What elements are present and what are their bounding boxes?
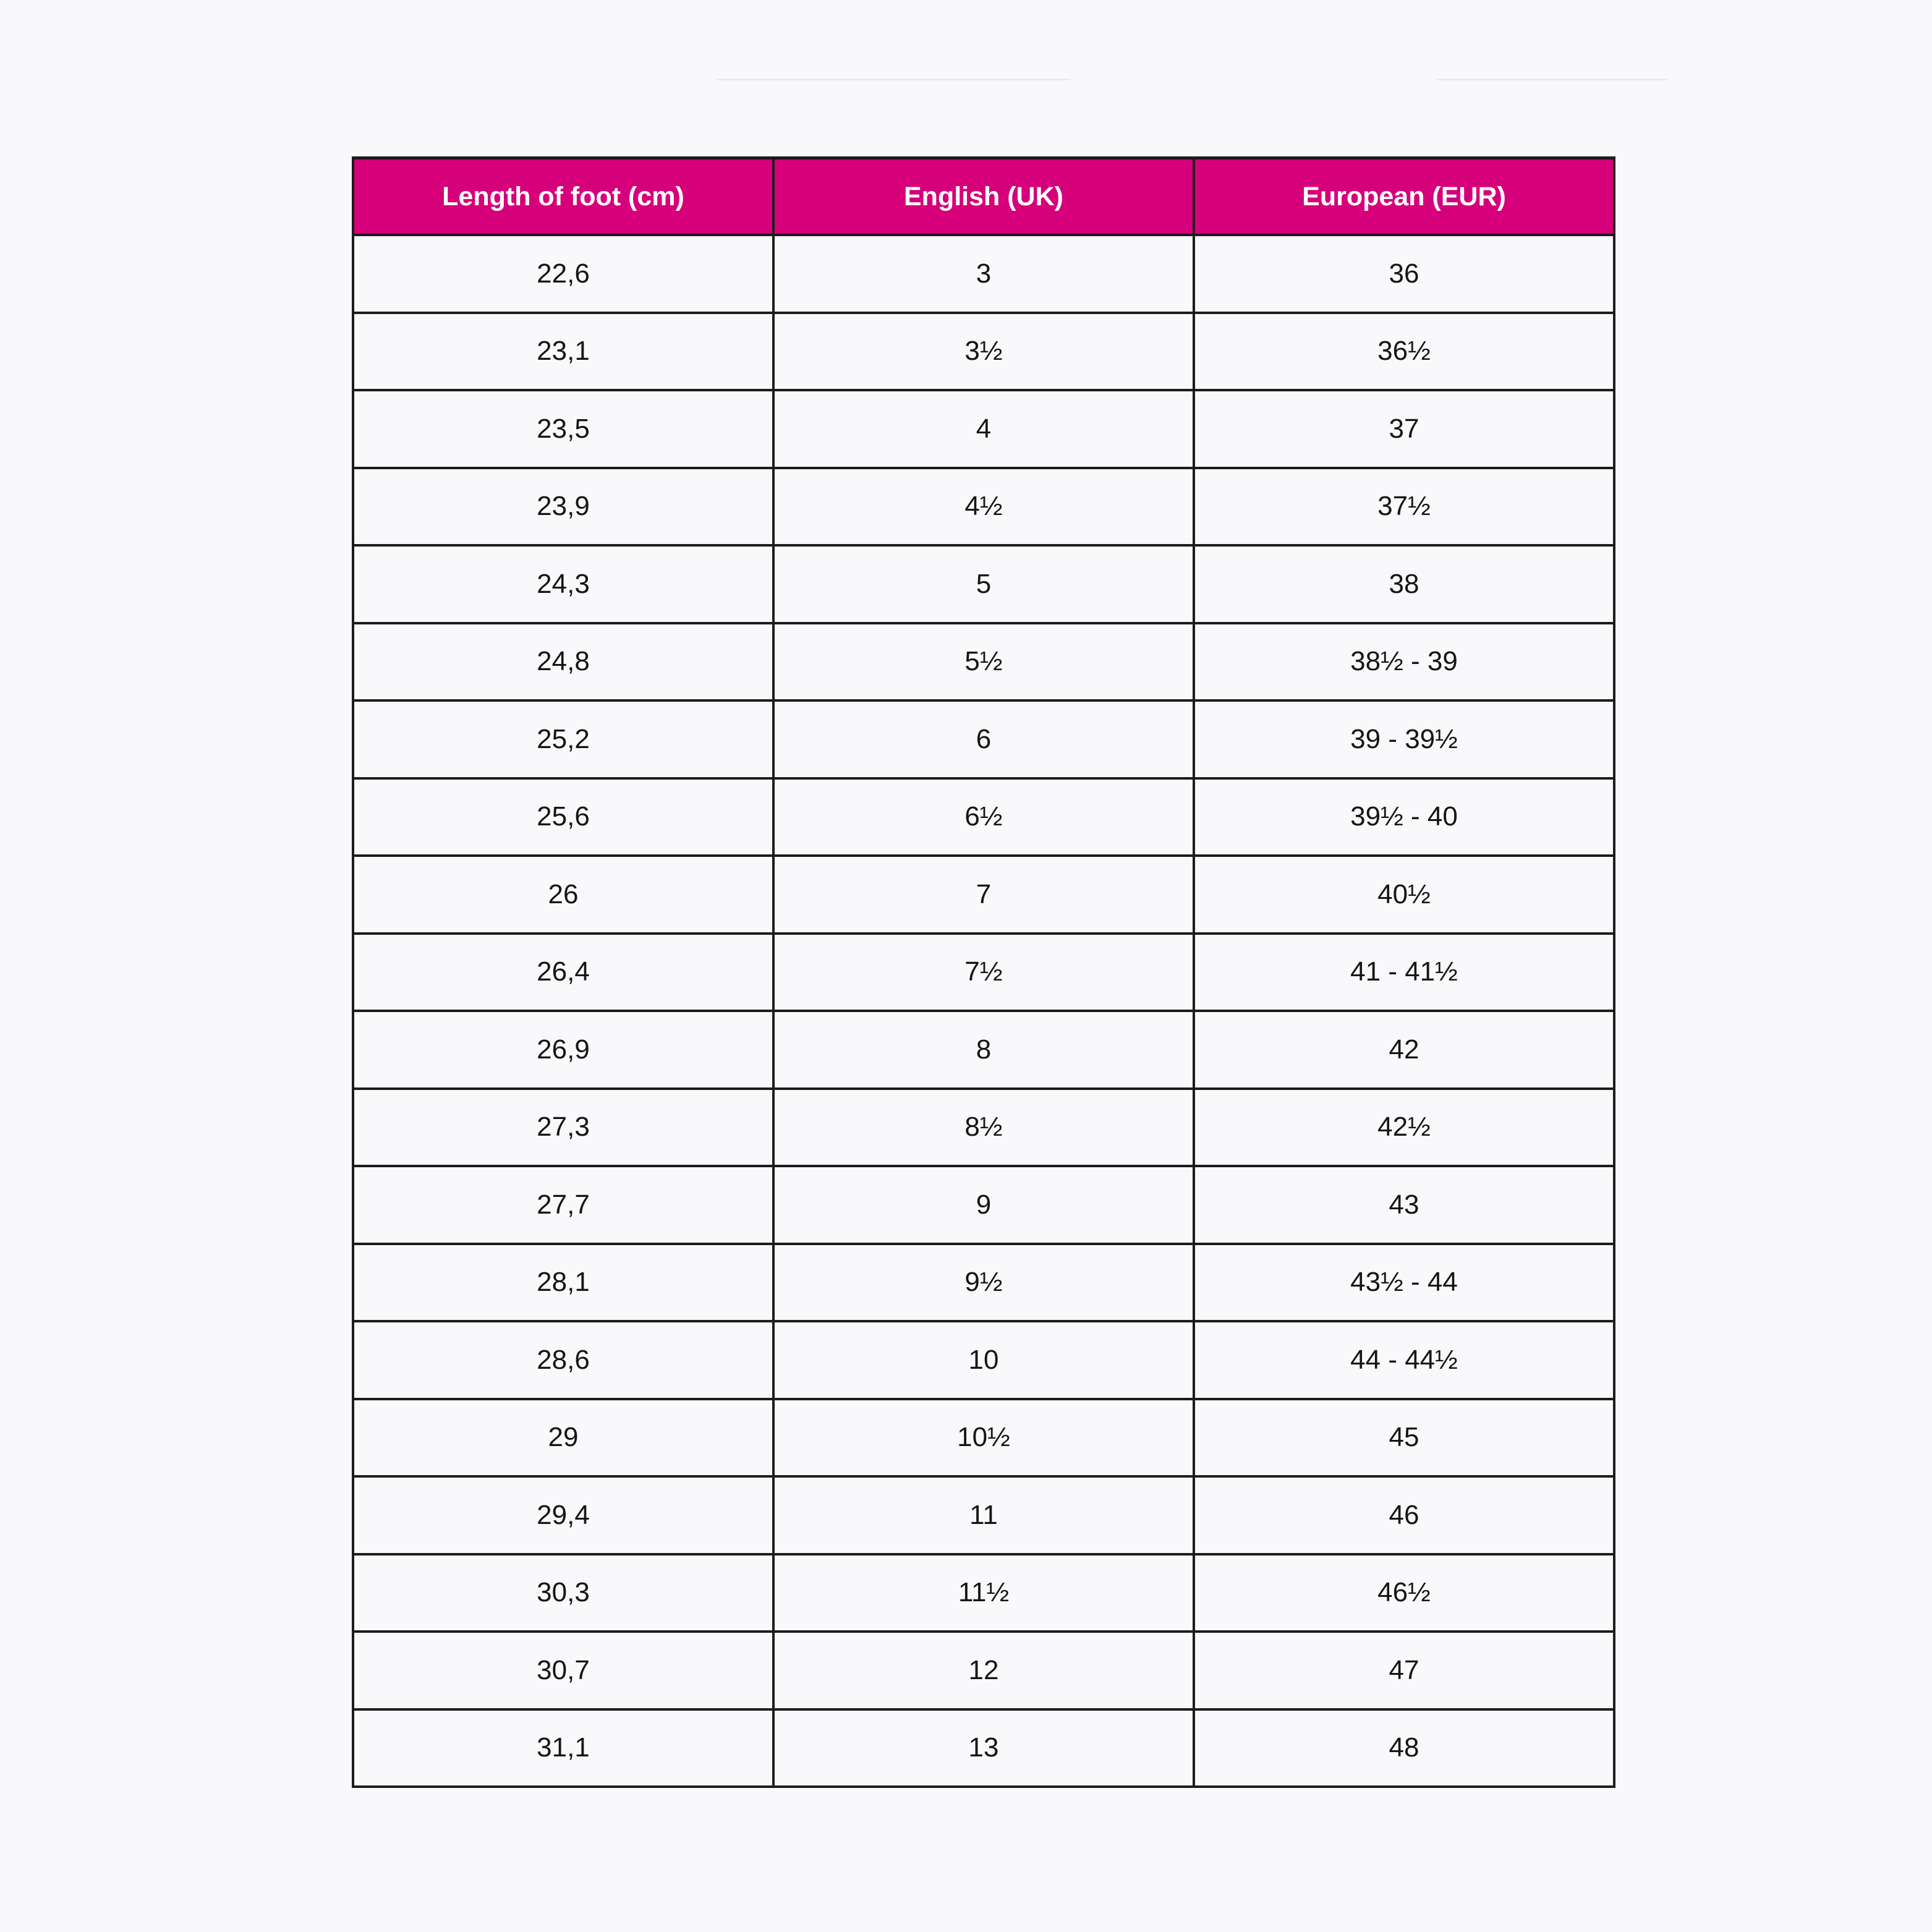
table-row: [353, 1709, 1614, 1787]
cell-foot-length: 28,6: [353, 1321, 773, 1399]
table-row: [353, 1166, 1614, 1244]
cell-eur-size: 39 - 39½: [1194, 700, 1614, 778]
cell-eur-size: 45: [1194, 1399, 1614, 1477]
table-row: [353, 1554, 1614, 1632]
table-header-row: [353, 158, 1614, 236]
cell-uk-size: 12: [773, 1632, 1194, 1709]
cell-foot-length: 23,1: [353, 313, 773, 391]
header-eur-size: European (EUR): [1194, 158, 1614, 236]
table-row: [353, 623, 1614, 701]
cell-eur-size: 37½: [1194, 468, 1614, 546]
cell-eur-size: 40½: [1194, 856, 1614, 934]
cell-eur-size: 42½: [1194, 1089, 1614, 1167]
cell-foot-length: 27,3: [353, 1089, 773, 1167]
cell-foot-length: 26,4: [353, 934, 773, 1011]
cell-eur-size: 37: [1194, 390, 1614, 468]
cell-foot-length: 29,4: [353, 1476, 773, 1554]
cell-foot-length: 22,6: [353, 235, 773, 313]
table-row: [353, 1011, 1614, 1089]
cell-uk-size: 9½: [773, 1244, 1194, 1322]
cell-foot-length: 25,2: [353, 700, 773, 778]
header-foot-length: Length of foot (cm): [353, 158, 773, 236]
cell-foot-length: 26: [353, 856, 773, 934]
cell-uk-size: 3½: [773, 313, 1194, 391]
table-row: [353, 778, 1614, 856]
cell-eur-size: 43: [1194, 1166, 1614, 1244]
cell-uk-size: 7½: [773, 934, 1194, 1011]
cell-eur-size: 42: [1194, 1011, 1614, 1089]
cell-uk-size: 10: [773, 1321, 1194, 1399]
cell-foot-length: 25,6: [353, 778, 773, 856]
table-body: [353, 235, 1614, 1787]
table-row: [353, 235, 1614, 313]
cell-eur-size: 44 - 44½: [1194, 1321, 1614, 1399]
cell-uk-size: 6: [773, 700, 1194, 778]
cell-uk-size: 6½: [773, 778, 1194, 856]
cell-eur-size: 46: [1194, 1476, 1614, 1554]
cell-uk-size: 10½: [773, 1399, 1194, 1477]
cell-eur-size: 36: [1194, 235, 1614, 313]
cell-foot-length: 31,1: [353, 1709, 773, 1787]
table-row: [353, 313, 1614, 391]
cell-foot-length: 24,3: [353, 545, 773, 623]
cell-uk-size: 13: [773, 1709, 1194, 1787]
table-row: [353, 700, 1614, 778]
table-row: [353, 1632, 1614, 1709]
table-row: [353, 1089, 1614, 1167]
cell-foot-length: 30,7: [353, 1632, 773, 1709]
cell-eur-size: 47: [1194, 1632, 1614, 1709]
cell-uk-size: 8: [773, 1011, 1194, 1089]
cell-foot-length: 29: [353, 1399, 773, 1477]
cell-eur-size: 41 - 41½: [1194, 934, 1614, 1011]
cell-uk-size: 7: [773, 856, 1194, 934]
decorative-divider-right: [1436, 79, 1667, 80]
cell-eur-size: 39½ - 40: [1194, 778, 1614, 856]
cell-eur-size: 38½ - 39: [1194, 623, 1614, 701]
cell-foot-length: 28,1: [353, 1244, 773, 1322]
cell-foot-length: 30,3: [353, 1554, 773, 1632]
cell-uk-size: 5½: [773, 623, 1194, 701]
cell-eur-size: 38: [1194, 545, 1614, 623]
cell-foot-length: 23,5: [353, 390, 773, 468]
cell-eur-size: 36½: [1194, 313, 1614, 391]
cell-eur-size: 43½ - 44: [1194, 1244, 1614, 1322]
table-row: [353, 856, 1614, 934]
cell-uk-size: 11: [773, 1476, 1194, 1554]
cell-uk-size: 4½: [773, 468, 1194, 546]
shoe-size-table: [352, 156, 1615, 1788]
table-row: [353, 1244, 1614, 1322]
cell-eur-size: 46½: [1194, 1554, 1614, 1632]
table-row: [353, 934, 1614, 1011]
table-row: [353, 468, 1614, 546]
cell-foot-length: 24,8: [353, 623, 773, 701]
cell-foot-length: 26,9: [353, 1011, 773, 1089]
cell-uk-size: 11½: [773, 1554, 1194, 1632]
table-row: [353, 545, 1614, 623]
table-row: [353, 390, 1614, 468]
table-row: [353, 1399, 1614, 1477]
cell-uk-size: 4: [773, 390, 1194, 468]
cell-uk-size: 3: [773, 235, 1194, 313]
table-row: [353, 1321, 1614, 1399]
cell-uk-size: 5: [773, 545, 1194, 623]
cell-foot-length: 23,9: [353, 468, 773, 546]
cell-foot-length: 27,7: [353, 1166, 773, 1244]
header-uk-size: English (UK): [773, 158, 1194, 236]
cell-uk-size: 9: [773, 1166, 1194, 1244]
table-row: [353, 1476, 1614, 1554]
decorative-divider-left: [716, 79, 1071, 80]
cell-uk-size: 8½: [773, 1089, 1194, 1167]
cell-eur-size: 48: [1194, 1709, 1614, 1787]
